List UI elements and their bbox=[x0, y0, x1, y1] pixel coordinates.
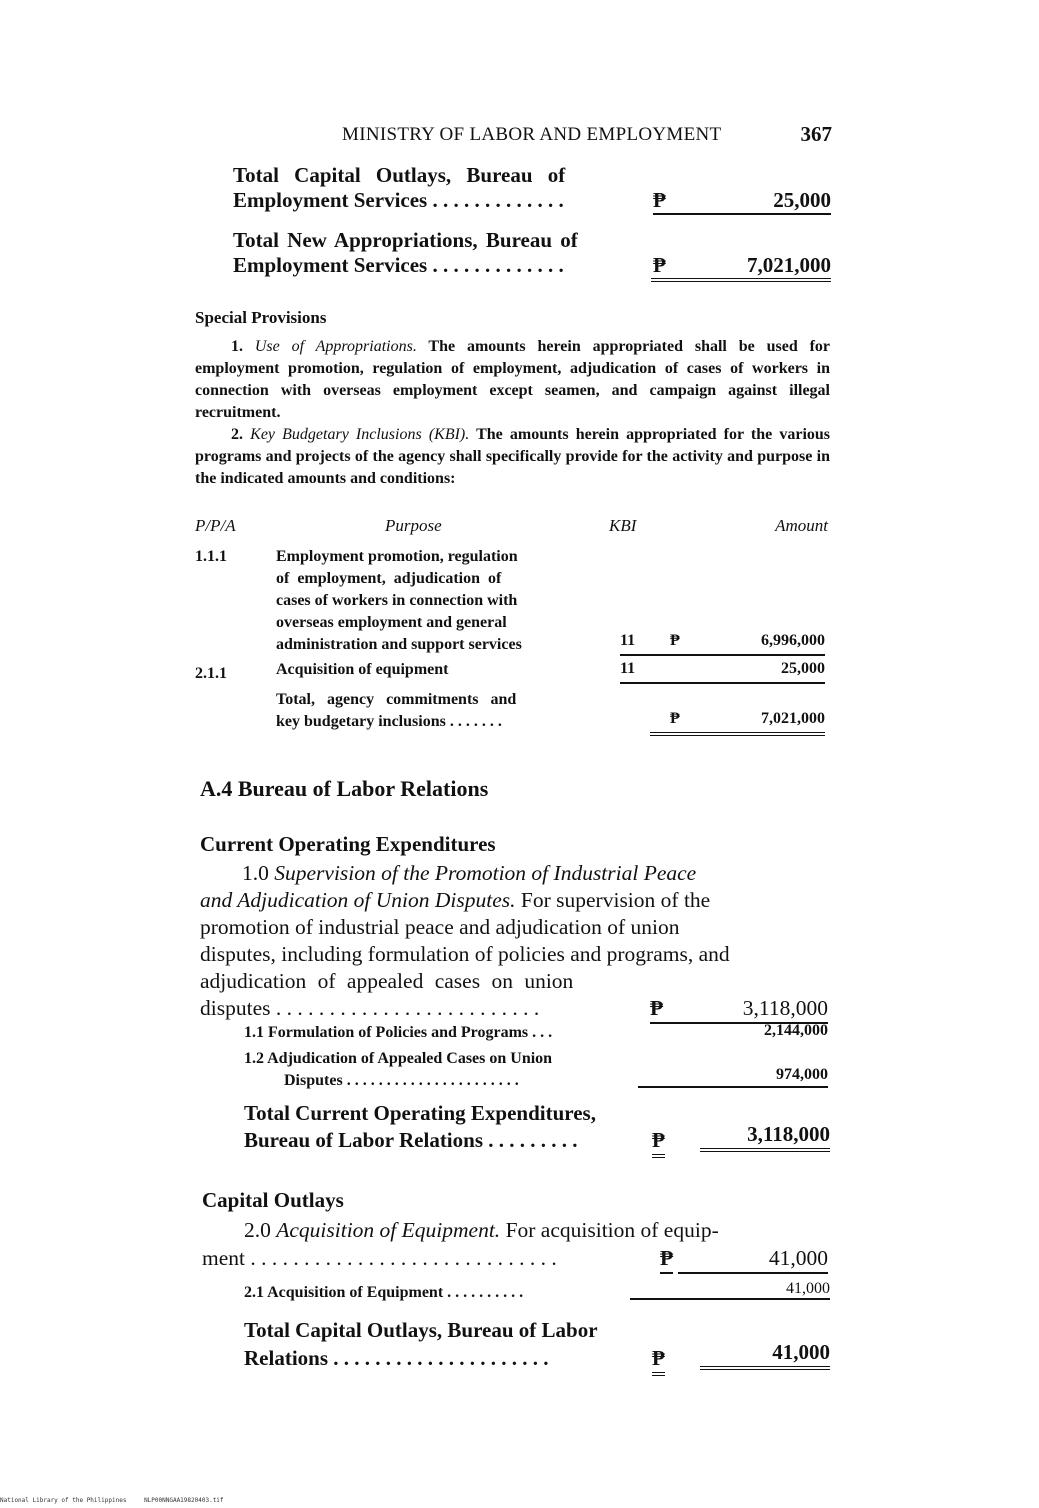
item-1-0-text-4: adjudication of appealed cases on union bbox=[200, 969, 574, 993]
kbi-row-1-amount: 6,996,000 bbox=[761, 632, 825, 649]
provision-2-text: The amounts herein appropriated for the various programs and projects of the agency shall specifically provide for the activity and purpose in the indicated amounts and conditions: bbox=[195, 426, 831, 487]
total-current-line1: Total Current Operating Expenditures, bbox=[244, 1101, 596, 1125]
peso-sign: ₱ bbox=[652, 1344, 665, 1376]
item-1-0-text-1: For supervision of the bbox=[520, 888, 711, 912]
peso-sign: ₱ bbox=[653, 188, 671, 215]
provision-1-text: The amounts herein appropriated shall be used for employment promotion, regulation of employment, adjudication of cases of workers in connection with overseas employment except seamen, and campaign against illegal recruitment. bbox=[195, 338, 831, 421]
kbi-row-2-kbi: 11 bbox=[620, 660, 636, 677]
total-line2: Employment Services bbox=[233, 188, 428, 212]
kbi-total-amount: 7,021,000 bbox=[761, 710, 825, 727]
leader-dots: . . . . . . . . . bbox=[488, 1128, 578, 1152]
special-provisions-heading: Special Provisions bbox=[195, 308, 327, 327]
provision-2-number: 2. bbox=[231, 426, 243, 443]
total-amount: 25,000 bbox=[671, 188, 831, 215]
item-1-0 bbox=[200, 860, 830, 1022]
total-capital-outlays-blr bbox=[244, 1316, 830, 1372]
item-1-0-title-2: and Adjudication of Union Disputes. bbox=[200, 888, 516, 912]
kbi-row-2-kbi-cell bbox=[620, 660, 825, 684]
sub-item-1-2-label-1: 1.2 Adjudication of Appealed Cases on Union bbox=[244, 1050, 553, 1067]
item-2-0-amount: 41,000 bbox=[678, 1244, 828, 1274]
kbi-row-1-kbi: 11 bbox=[620, 632, 636, 649]
kbi-total-line1: Total, agency commitments and bbox=[276, 691, 517, 708]
kbi-row-2-purpose: Acquisition of equipment bbox=[276, 661, 449, 678]
sub-item-2-1-label: 2.1 Acquisition of Equipment bbox=[244, 1284, 444, 1301]
item-1-0-text-2: promotion of industrial peace and adjudication of union bbox=[200, 915, 680, 939]
running-header bbox=[342, 122, 832, 150]
sub-item-1-2-label-2: Disputes bbox=[284, 1072, 343, 1089]
item-2-0-text: For acquisition of equip- bbox=[505, 1218, 719, 1242]
total-capital-line2: Relations bbox=[244, 1346, 328, 1370]
leader-dots: . . . . . . . . . . . . . . . . . . . . . . . . . . . . . bbox=[250, 1246, 557, 1270]
provision-1-number: 1. bbox=[231, 338, 243, 355]
kbi-header-ppa: P/P/A bbox=[195, 516, 236, 535]
peso-sign: ₱ bbox=[670, 632, 680, 649]
provision-2-title: Key Budgetary Inclusions (KBI). bbox=[250, 426, 470, 443]
item-2-0-number: 2.0 bbox=[244, 1218, 271, 1242]
total-capital-amount: 41,000 bbox=[700, 1338, 830, 1370]
section-a4-heading: A.4 Bureau of Labor Relations bbox=[200, 776, 489, 801]
purpose-line: Employment promotion, regulation bbox=[276, 548, 518, 565]
footer-library bbox=[0, 1497, 224, 1504]
peso-sign: ₱ bbox=[653, 253, 671, 282]
kbi-total-cell bbox=[650, 710, 825, 736]
item-2-0-title: Acquisition of Equipment. bbox=[276, 1218, 501, 1242]
purpose-line: of employment, adjudication of bbox=[276, 570, 502, 587]
page-number: 367 bbox=[800, 122, 832, 146]
kbi-row-1-ppa: 1.1.1 bbox=[195, 548, 227, 565]
kbi-total-label bbox=[276, 689, 594, 733]
total-current-operating bbox=[244, 1100, 830, 1154]
sub-item-1-2 bbox=[244, 1048, 828, 1092]
peso-sign: ₱ bbox=[660, 1244, 673, 1274]
ministry-title: MINISTRY OF LABOR AND EMPLOYMENT bbox=[342, 124, 722, 145]
item-1-0-title-1: Supervision of the Promotion of Industrial Peace bbox=[274, 861, 697, 885]
sub-item-2-1 bbox=[244, 1280, 830, 1302]
kbi-total-line2: key budgetary inclusions . . . . . . . bbox=[276, 713, 502, 730]
sub-item-1-1-amount: 2,144,000 bbox=[764, 1022, 828, 1039]
current-operating-heading: Current Operating Expenditures bbox=[200, 832, 496, 856]
capital-outlays-heading: Capital Outlays bbox=[202, 1188, 344, 1212]
kbi-header-purpose: Purpose bbox=[385, 516, 442, 535]
footer-file-id: NLP00NNGAA19820403.tif bbox=[144, 1497, 224, 1504]
peso-sign: ₱ bbox=[652, 1127, 665, 1158]
total-line2: Employment Services bbox=[233, 253, 428, 277]
sub-item-1-2-amount: 974,000 bbox=[638, 1064, 828, 1088]
total-current-line2: Bureau of Labor Relations bbox=[244, 1128, 483, 1152]
total-capital-outlays-bes bbox=[233, 163, 833, 216]
total-line1: Total New Appropriations, Bureau of bbox=[233, 228, 578, 252]
kbi-header-kbi: KBI bbox=[609, 516, 637, 535]
leader-dots: . . . . . . . . . . . . . bbox=[432, 253, 564, 277]
purpose-line: cases of workers in connection with bbox=[276, 592, 518, 609]
total-line1: Total Capital Outlays, Bureau of bbox=[233, 163, 566, 187]
kbi-row-1-purpose bbox=[276, 546, 594, 656]
purpose-line: administration and support services bbox=[276, 636, 522, 653]
leader-dots: . . . . . . . . . . bbox=[447, 1284, 524, 1301]
purpose-line: overseas employment and general bbox=[276, 614, 507, 631]
sub-item-2-1-amount: 41,000 bbox=[630, 1280, 830, 1300]
total-current-amount: 3,118,000 bbox=[700, 1121, 830, 1152]
provision-1 bbox=[195, 336, 830, 424]
peso-sign: ₱ bbox=[670, 710, 680, 727]
sub-item-1-1 bbox=[244, 1024, 828, 1042]
leader-dots: . . . . . . . . . . . . . bbox=[432, 188, 564, 212]
item-2-0-text-2: ment bbox=[202, 1246, 245, 1270]
item-1-0-number: 1.0 bbox=[242, 861, 269, 885]
kbi-row-1-kbi-cell bbox=[620, 632, 825, 656]
total-new-appropriations-bes bbox=[233, 228, 833, 283]
leader-dots: . . . . . . . . . . . . . . . . . . . . . . . . . bbox=[275, 996, 540, 1020]
kbi-row-2-ppa: 2.1.1 bbox=[195, 665, 227, 682]
provision-2 bbox=[195, 424, 830, 490]
leader-dots: . . . . . . . . . . . . . . . . . . . . . bbox=[333, 1346, 549, 1370]
kbi-row-2-amount: 25,000 bbox=[781, 660, 825, 677]
item-1-0-text-5: disputes bbox=[200, 996, 271, 1020]
footer-library-name: National Library of the Philippines bbox=[0, 1497, 127, 1504]
item-1-0-text-3: disputes, including formulation of policies and programs, and bbox=[200, 942, 730, 966]
item-1-0-amount: 3,118,000 bbox=[658, 995, 828, 1024]
leader-dots: . . . . . . . . . . . . . . . . . . . . . . bbox=[346, 1072, 519, 1089]
total-capital-line1: Total Capital Outlays, Bureau of Labor bbox=[244, 1318, 598, 1342]
kbi-header-amount: Amount bbox=[775, 516, 828, 535]
total-amount: 7,021,000 bbox=[651, 253, 831, 282]
sub-item-1-1-label: 1.1 Formulation of Policies and Programs . . . bbox=[244, 1024, 553, 1041]
peso-sign: ₱ bbox=[650, 995, 663, 1024]
item-2-0 bbox=[202, 1216, 830, 1272]
provision-1-title: Use of Appropriations. bbox=[254, 338, 417, 355]
